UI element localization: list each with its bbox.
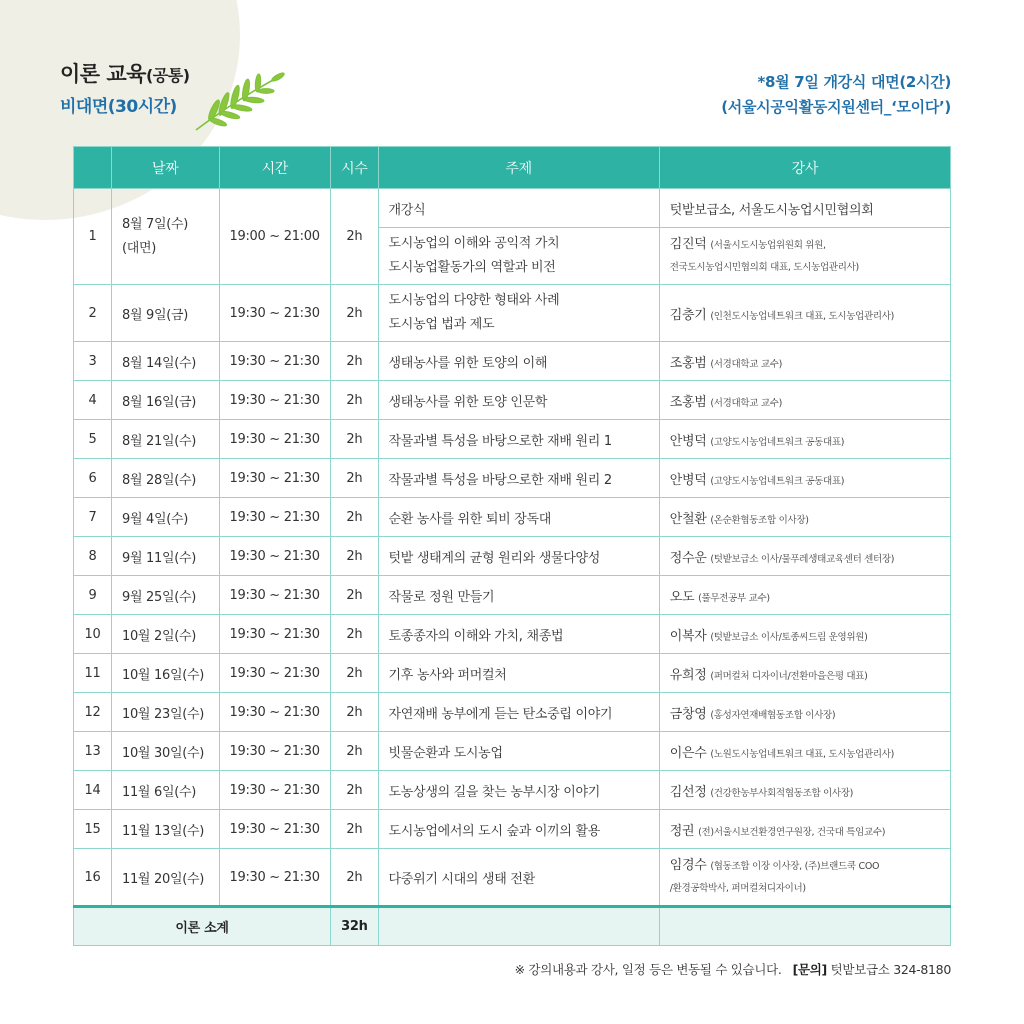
table-row [74, 381, 951, 420]
row-hours: 2h [331, 771, 378, 810]
row-topic: 생태농사를 위한 토양의 이해 [378, 342, 659, 381]
row-date: 8월 21일(수) [111, 420, 219, 459]
row-time: 19:30 ~ 21:30 [219, 498, 331, 537]
row-time: 19:30 ~ 21:30 [219, 420, 331, 459]
lecturer-note: (건강한농부사회적협동조합 이사장) [710, 787, 854, 799]
schedule-table [73, 146, 951, 946]
table-row [74, 459, 951, 498]
lecturer-name: 정권 [669, 823, 695, 839]
lecturer-name: 유희정 [669, 667, 707, 683]
lecturer-note: (협동조합 이장 이사장, (주)브랜드쿡 COO [710, 860, 880, 872]
row-number: 9 [74, 576, 112, 615]
page-subtitle: 비대면(30시간) [60, 97, 177, 117]
row-time: 19:30 ~ 21:30 [219, 693, 331, 732]
row-hours: 2h [331, 342, 378, 381]
table-row [74, 420, 951, 459]
row-hours: 2h [331, 693, 378, 732]
row-date: 11월 20일(수) [111, 849, 219, 907]
table-row [74, 771, 951, 810]
total-hours: 32h [331, 907, 378, 946]
row-topic: 텃밭 생태계의 균형 원리와 생물다양성 [378, 537, 659, 576]
row-lecturer [659, 810, 950, 849]
row-date: 11월 6일(수) [111, 771, 219, 810]
row-hours: 2h [331, 615, 378, 654]
row-date: 8월 14일(수) [111, 342, 219, 381]
row-time: 19:30 ~ 21:30 [219, 654, 331, 693]
lecturer-note: (텃밭보급소 이사/물푸레생태교육센터 센터장) [710, 553, 895, 565]
lecturer-name: 조홍범 [669, 355, 707, 371]
row-lecturer [659, 732, 950, 771]
lecturer-note: (전)서울시보건환경연구원장, 건국대 특임교수) [698, 826, 886, 838]
row-number: 16 [74, 849, 112, 907]
row-number: 12 [74, 693, 112, 732]
row-lecturer [659, 615, 950, 654]
lecturer-note: (고양도시농업네트워크 공동대표) [710, 436, 845, 448]
row-lecturer [659, 342, 950, 381]
table-row [74, 732, 951, 771]
date-line-1: 8월 7일(수) [121, 216, 189, 232]
row-number: 7 [74, 498, 112, 537]
row-number: 10 [74, 615, 112, 654]
row-date [111, 189, 219, 285]
lecturer-note: (온순환협동조합 이사장) [710, 514, 809, 526]
title-paren-text: (공통) [145, 66, 190, 85]
table-row [74, 693, 951, 732]
lecturer-note: (풀무전공부 교수) [698, 592, 770, 604]
header-date: 날짜 [111, 147, 219, 189]
row-date: 9월 4일(수) [111, 498, 219, 537]
row-lecturer [659, 459, 950, 498]
lecturer-note: (텃밭보급소 이사/토종씨드림 운영위원) [710, 631, 868, 643]
row-hours: 2h [331, 810, 378, 849]
row-lecturer [659, 537, 950, 576]
row-lecturer [659, 693, 950, 732]
lecturer-name: 임경수 [669, 857, 707, 873]
row-time: 19:30 ~ 21:30 [219, 342, 331, 381]
row-lecturer [659, 420, 950, 459]
row-hours: 2h [331, 285, 378, 342]
row-date: 10월 16일(수) [111, 654, 219, 693]
row-topic: 순환 농사를 위한 퇴비 장독대 [378, 498, 659, 537]
lecturer-note: (서울시도시농업위원회 위원, [710, 239, 826, 251]
row-date: 10월 23일(수) [111, 693, 219, 732]
lecturer-name: 조홍범 [669, 394, 707, 410]
topic-line-2: 도시농업활동가의 역할과 비전 [388, 260, 556, 275]
row-number: 8 [74, 537, 112, 576]
row-lecturer [659, 228, 950, 285]
row-lecturer [659, 285, 950, 342]
row-topic: 다중위기 시대의 생태 전환 [378, 849, 659, 907]
footer-disclaimer: ※ 강의내용과 강사, 일정 등은 변동될 수 있습니다. [514, 962, 782, 977]
row-date: 11월 13일(수) [111, 810, 219, 849]
row-number: 3 [74, 342, 112, 381]
row-hours: 2h [331, 849, 378, 907]
row-topic: 작물로 정원 만들기 [378, 576, 659, 615]
lecturer-name: 이은수 [669, 745, 707, 761]
table-row [74, 342, 951, 381]
table-row [74, 285, 951, 342]
lecturer-note: (홍성자연재배협동조합 이사장) [710, 709, 836, 721]
lecturer-name: 김선정 [669, 784, 707, 800]
row-number: 2 [74, 285, 112, 342]
row-topic: 토종종자의 이해와 가치, 채종법 [378, 615, 659, 654]
row-date: 8월 16일(금) [111, 381, 219, 420]
row-hours: 2h [331, 420, 378, 459]
row-time: 19:30 ~ 21:30 [219, 732, 331, 771]
total-empty-lecturer [659, 907, 950, 946]
row-date: 8월 28일(수) [111, 459, 219, 498]
row-hours: 2h [331, 732, 378, 771]
row-time: 19:30 ~ 21:30 [219, 537, 331, 576]
table-row [74, 849, 951, 907]
row-hours: 2h [331, 381, 378, 420]
row-hours: 2h [331, 537, 378, 576]
row-lecturer [659, 654, 950, 693]
row-number: 11 [74, 654, 112, 693]
topic-line-1: 도시농업의 이해와 공익적 가치 [388, 236, 560, 251]
lecturer-name: 금창영 [669, 706, 707, 722]
row-topic [378, 285, 659, 342]
row-hours: 2h [331, 189, 378, 285]
lecturer-name: 김충기 [669, 307, 707, 323]
row-number: 1 [74, 189, 112, 285]
row-hours: 2h [331, 498, 378, 537]
lecturer-name: 안철환 [669, 511, 707, 527]
table-row [74, 189, 951, 228]
page-title [60, 58, 190, 88]
table-row [74, 615, 951, 654]
lecturer-name: 김진덕 [669, 236, 707, 252]
row-topic: 빗물순환과 도시농업 [378, 732, 659, 771]
footer-note [515, 960, 951, 978]
total-row [74, 907, 951, 946]
row-number: 4 [74, 381, 112, 420]
row-date: 8월 9일(금) [111, 285, 219, 342]
row-hours: 2h [331, 459, 378, 498]
row-time: 19:00 ~ 21:00 [219, 189, 331, 285]
header-topic: 주제 [378, 147, 659, 189]
row-number: 15 [74, 810, 112, 849]
leaf-branch-icon [192, 64, 292, 134]
lecturer-name: 오도 [669, 589, 695, 605]
row-topic: 기후 농사와 퍼머컬처 [378, 654, 659, 693]
row-hours: 2h [331, 654, 378, 693]
row-lecturer [659, 771, 950, 810]
table-row [74, 537, 951, 576]
row-time: 19:30 ~ 21:30 [219, 849, 331, 907]
table-row [74, 654, 951, 693]
row-lecturer [659, 498, 950, 537]
lecturer-note-2: 전국도시농업시민협의회 대표, 도시농업관리사) [669, 261, 859, 273]
lecturer-note: (고양도시농업네트워크 공동대표) [710, 475, 845, 487]
header-hours: 시수 [331, 147, 378, 189]
row-topic: 도시농업에서의 도시 숲과 이끼의 활용 [378, 810, 659, 849]
lecturer-note: (퍼머컬처 디자이너/전환마을은평 대표) [710, 670, 868, 682]
row-topic: 생태농사를 위한 토양 인문학 [378, 381, 659, 420]
row-number: 14 [74, 771, 112, 810]
notice-line-2: (서울시공익활동지원센터_‘모이다’) [721, 98, 951, 116]
row-number: 5 [74, 420, 112, 459]
title-main-text: 이론 교육 [60, 62, 146, 86]
row-time: 19:30 ~ 21:30 [219, 771, 331, 810]
row-lecturer [659, 849, 950, 907]
date-line-2: (대면) [121, 240, 157, 256]
total-empty-topic [378, 907, 659, 946]
row-time: 19:30 ~ 21:30 [219, 576, 331, 615]
inquiry-label: [문의] [792, 962, 827, 977]
table-row [74, 576, 951, 615]
row-time: 19:30 ~ 21:30 [219, 810, 331, 849]
row-date: 10월 2일(수) [111, 615, 219, 654]
row-topic: 작물과별 특성을 바탕으로한 재배 원리 1 [378, 420, 659, 459]
row-topic: 자연재배 농부에게 듣는 탄소중립 이야기 [378, 693, 659, 732]
row-lecturer [659, 576, 950, 615]
header-lecturer: 강사 [659, 147, 950, 189]
inquiry-contact: 텃밭보급소 324-8180 [830, 962, 951, 977]
lecturer-note-2: /환경공학박사, 퍼머컬쳐디자이너) [669, 882, 806, 894]
row-number: 13 [74, 732, 112, 771]
notice-line-1: *8월 7일 개강식 대면(2시간) [757, 73, 951, 91]
lecturer-note: (서경대학교 교수) [710, 397, 783, 409]
row-number: 6 [74, 459, 112, 498]
topic-line-2: 도시농업 법과 제도 [388, 317, 495, 332]
row-topic [378, 228, 659, 285]
row-date: 10월 30일(수) [111, 732, 219, 771]
lecturer-name: 정수운 [669, 550, 707, 566]
row-date: 9월 11일(수) [111, 537, 219, 576]
row-time: 19:30 ~ 21:30 [219, 285, 331, 342]
row-topic: 작물과별 특성을 바탕으로한 재배 원리 2 [378, 459, 659, 498]
total-label: 이론 소계 [74, 907, 331, 946]
lecturer-name: 이복자 [669, 628, 707, 644]
header-no [74, 147, 112, 189]
row-time: 19:30 ~ 21:30 [219, 381, 331, 420]
opening-notice [721, 70, 951, 120]
topic-line-1: 도시농업의 다양한 형태와 사례 [388, 293, 560, 308]
lecturer-note: (서경대학교 교수) [710, 358, 783, 370]
lecturer-name: 안병덕 [669, 433, 707, 449]
lecturer-note: (인천도시농업네트워크 대표, 도시농업관리사) [710, 310, 895, 322]
table-header-row [74, 147, 951, 189]
row-time: 19:30 ~ 21:30 [219, 459, 331, 498]
row-topic: 도농상생의 길을 찾는 농부시장 이야기 [378, 771, 659, 810]
row-date: 9월 25일(수) [111, 576, 219, 615]
header-time: 시간 [219, 147, 331, 189]
lecturer-note: (노원도시농업네트워크 대표, 도시농업관리사) [710, 748, 895, 760]
lecturer-name: 안병덕 [669, 472, 707, 488]
row-time: 19:30 ~ 21:30 [219, 615, 331, 654]
row-lecturer [659, 381, 950, 420]
table-row [74, 498, 951, 537]
table-row [74, 810, 951, 849]
row-topic: 개강식 [378, 189, 659, 228]
row-hours: 2h [331, 576, 378, 615]
row-lecturer: 텃밭보급소, 서울도시농업시민협의회 [659, 189, 950, 228]
